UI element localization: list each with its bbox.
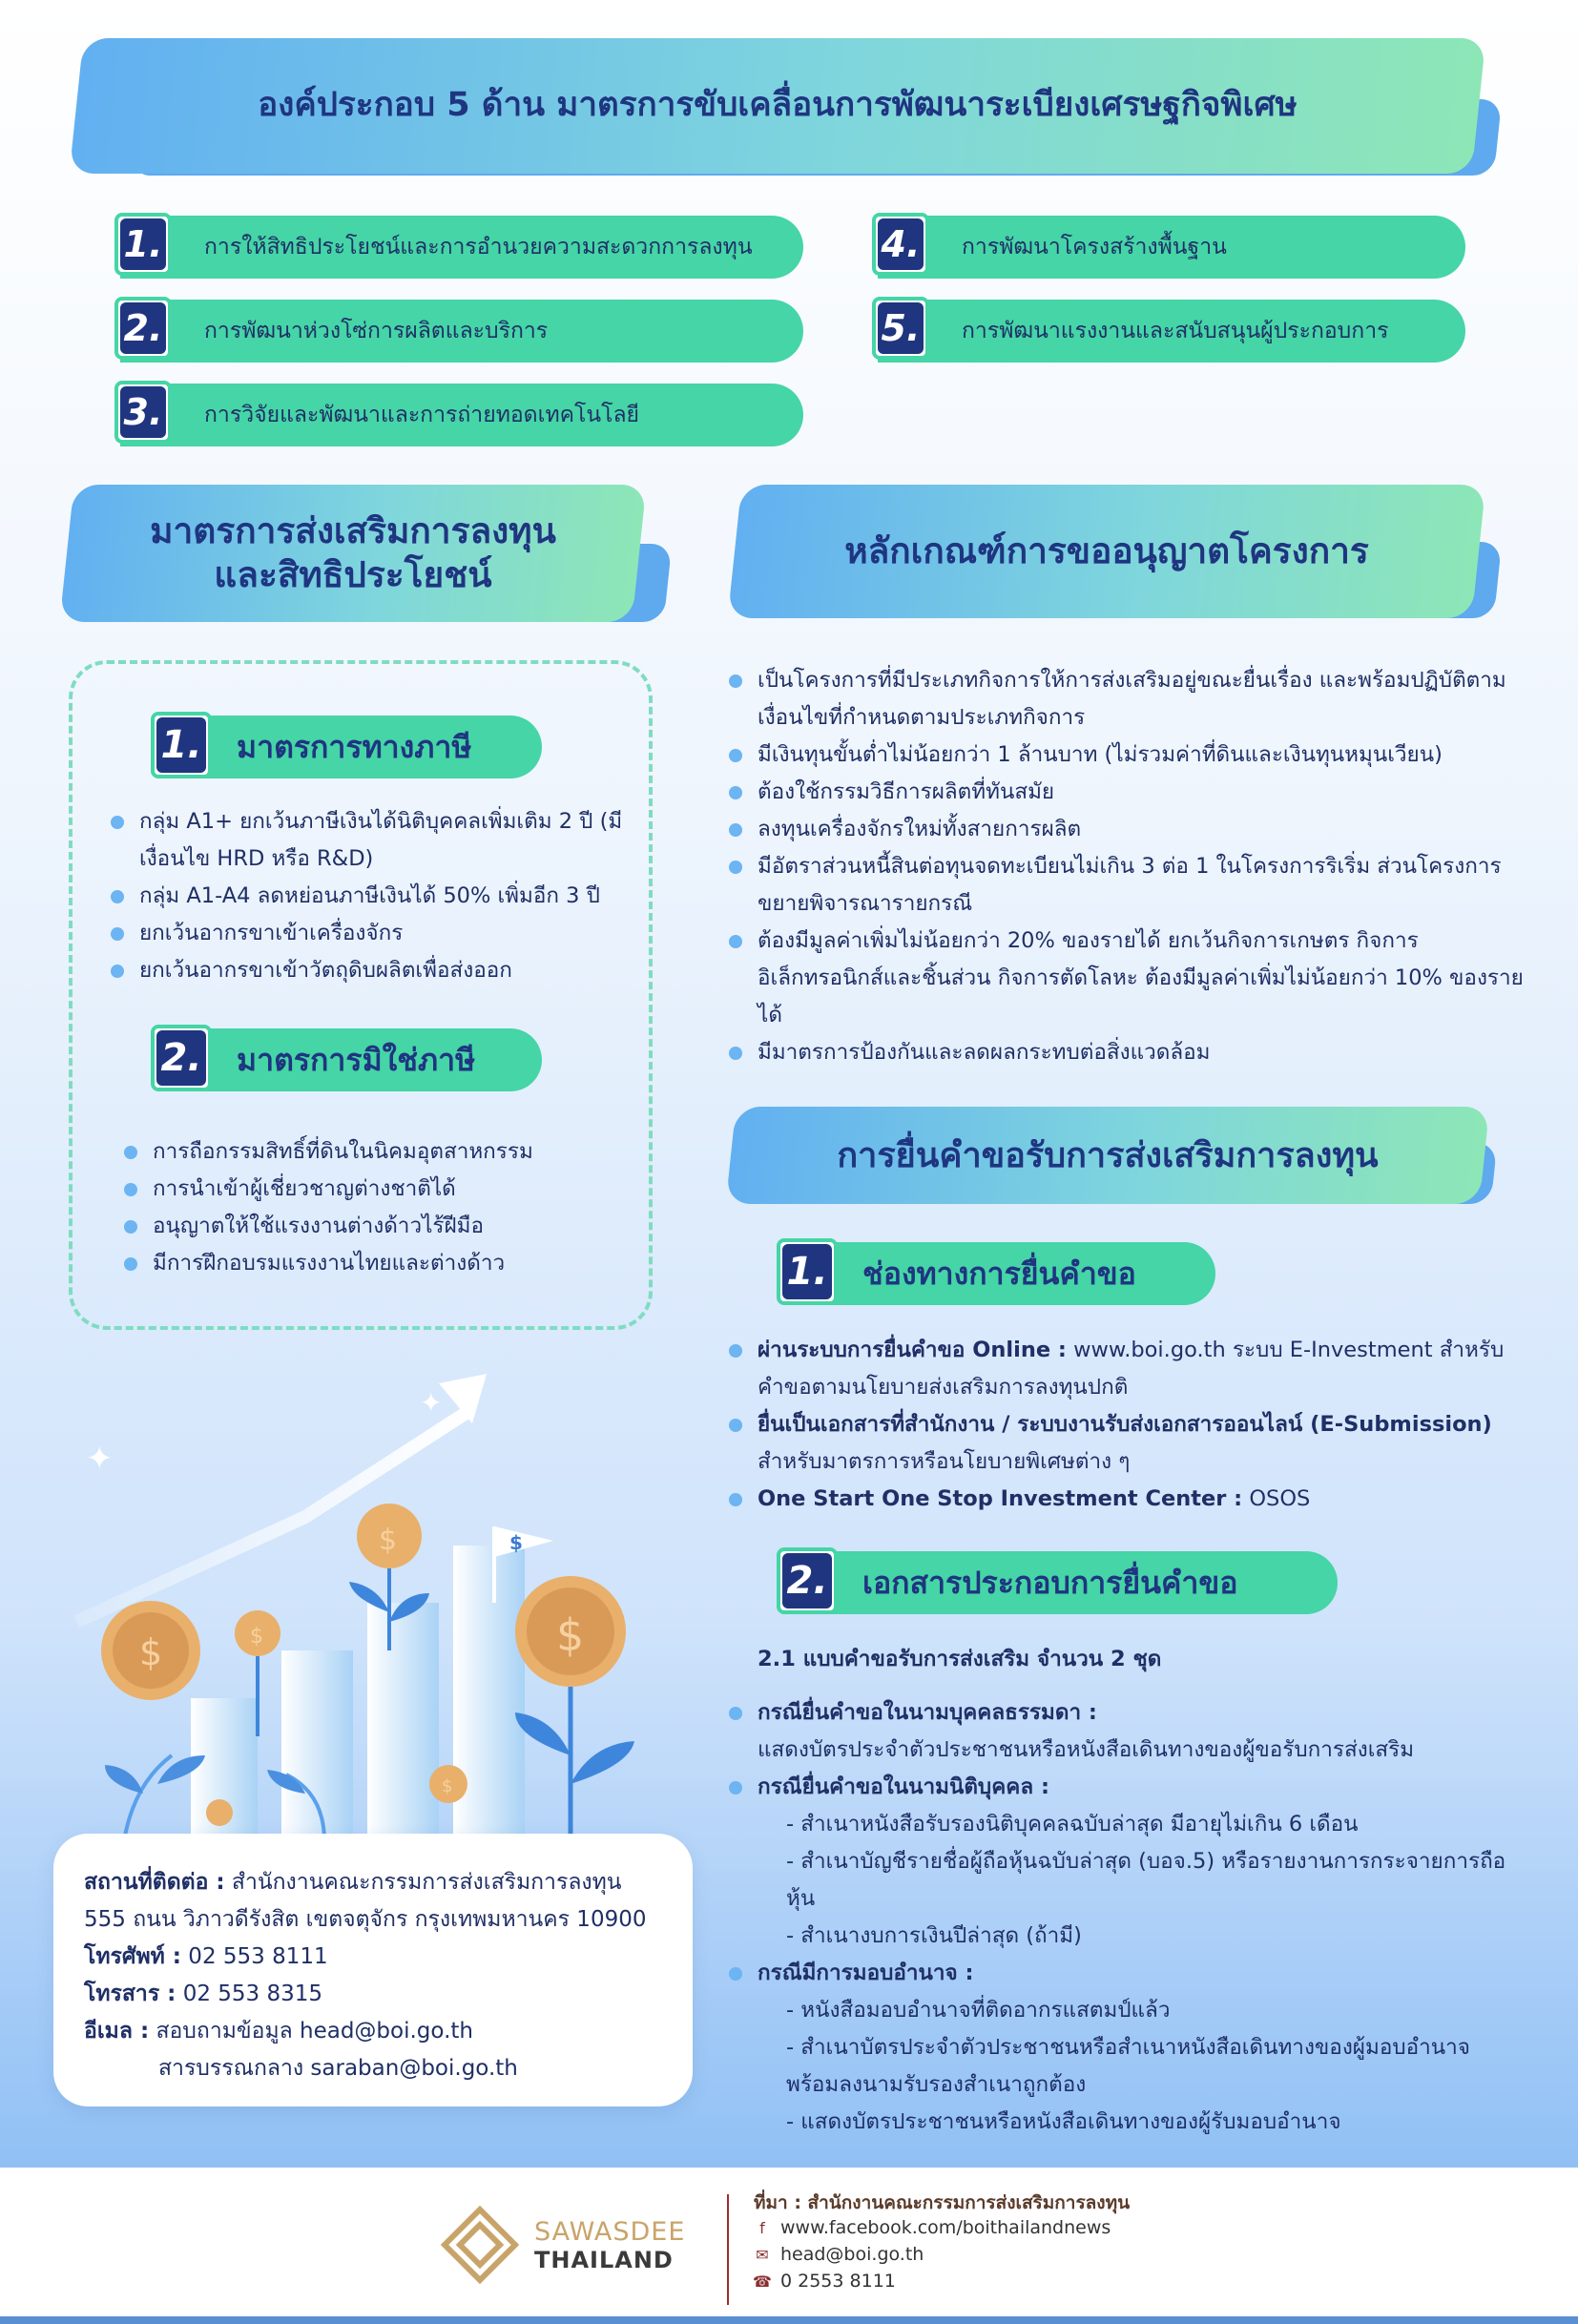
list-item: One Start One Stop Investment Center : OSOS: [729, 1481, 1521, 1518]
footer-divider: [727, 2194, 729, 2305]
contact-email: สอบถามข้อมูล head@boi.go.th: [149, 2019, 473, 2044]
list-item: ยกเว้นอากรขาเข้าเครื่องจักร: [111, 915, 645, 952]
promotion-title-line2: และสิทธิประโยชน์: [214, 554, 492, 595]
nontax-list: [124, 1133, 639, 1282]
svg-text:$: $: [509, 1531, 523, 1554]
nontax-heading: 2. มาตรการมิใช่ภาษี: [158, 1028, 542, 1091]
list-item: ยื่นเป็นเอกสารที่สำนักงาน / ระบบงานรับส่งเอกสารออนไลน์ (E-Submission) สำหรับมาตรการหรือนโยบายพิเศษต่าง ๆ: [729, 1406, 1521, 1481]
list-item: มีการฝึกอบรมแรงงานไทยและต่างด้าว: [124, 1245, 639, 1282]
component-label: การวิจัยและพัฒนาและการถ่ายทอดเทคโนโลยี: [204, 403, 640, 427]
criteria-list: [729, 662, 1525, 1071]
documents-heading: 2. เอกสารประกอบการยื่นคำขอ: [784, 1551, 1338, 1614]
list-item: การนำเข้าผู้เชี่ยวชาญต่างชาติได้: [124, 1171, 639, 1208]
channels-list: [729, 1332, 1521, 1518]
channels-title: ช่องทางการยื่นคำขอ: [862, 1255, 1136, 1292]
svg-text:✦: ✦: [86, 1440, 114, 1478]
list-item: อนุญาตให้ใช้แรงงานต่างด้าวไร้ฝีมือ: [124, 1208, 639, 1245]
list-item: มีมาตรการป้องกันและลดผลกระทบต่อสิ่งแวดล้อม: [729, 1034, 1525, 1071]
brand-line2: THAILAND: [534, 2246, 674, 2273]
sub-item: - สำเนาบัตรประจำตัวประชาชนหรือสำเนาหนังสือเดินทางของผู้มอบอำนาจ พร้อมลงนามรับรองสำเนาถูกต้อง: [786, 2035, 1470, 2097]
growth-illustration: [67, 1336, 658, 1851]
sub-item: - สำเนาหนังสือรับรองนิติบุคคลฉบับล่าสุด มีอายุไม่เกิน 6 เดือน: [786, 1812, 1359, 1836]
sub-item: - สำเนาบัญชีรายชื่อผู้ถือหุ้นฉบับล่าสุด (บอจ.5) หรือรายงานการกระจายการถือหุ้น: [786, 1849, 1506, 1911]
list-item: กลุ่ม A1-A4 ลดหย่อนภาษีเงินได้ 50% เพิ่มอีก 3 ปี: [111, 878, 645, 915]
list-item: กรณียื่นคำขอในนามนิติบุคคล : - สำเนาหนังสือรับรองนิติบุคคลฉบับล่าสุด มีอายุไม่เกิน 6 เดือน - สำเนาบัญชีรายชื่อผู้ถือหุ้นฉบับล่าสุด (บอจ.5) หรือรายงานการกระจายการถือหุ้น - สำเนางบการเงินปีล่าสุด (ถ้ามี): [729, 1769, 1521, 1955]
sawasdee-logo-icon: [439, 2204, 521, 2286]
footer-email[interactable]: ✉ head@boi.go.th: [754, 2244, 924, 2265]
nontax-title: มาตรการมิใช่ภาษี: [237, 1041, 476, 1078]
contact-email-2: สารบรรณกลาง saraban@boi.go.th: [158, 2056, 518, 2081]
documents-list: [729, 1694, 1521, 2141]
list-item: มีอัตราส่วนหนี้สินต่อทุนจดทะเบียนไม่เกิน 3 ต่อ 1 ในโครงการริเริ่ม ส่วนโครงการขยายพิจารณารายกรณี: [729, 848, 1525, 923]
brand-logo: [439, 2204, 685, 2286]
criteria-title: หลักเกณฑ์การขออนุญาตโครงการ: [844, 529, 1369, 571]
list-item: กรณีมีการมอบอำนาจ : - หนังสือมอบอำนาจที่ติดอากรแสตมป์แล้ว - สำเนาบัตรประจำตัวประชาชนหรือสำเนาหนังสือเดินทางของผู้มอบอำนาจ พร้อมลงนามรับรองสำเนาถูกต้อง - แสดงบัตรประชาชนหรือหนังสือเดินทางของผู้รับมอบอำนาจ: [729, 1955, 1521, 2141]
brand-line1: SAWASDEE: [534, 2216, 686, 2247]
svg-text:$: $: [556, 1609, 585, 1661]
component-2: 2. การพัฒนาห่วงโซ่การผลิตและบริการ: [120, 300, 803, 363]
list-item: การถือกรรมสิทธิ์ที่ดินในนิคมอุตสาหกรรม: [124, 1133, 639, 1171]
sub-item: - หนังสือมอบอำนาจที่ติดอากรแสตมป์แล้ว: [786, 1998, 1171, 2023]
tax-heading: 1. มาตรการทางภาษี: [158, 716, 542, 778]
application-banner: [731, 1107, 1485, 1204]
list-item: กลุ่ม A1+ ยกเว้นภาษีเงินได้นิติบุคคลเพิ่มเติม 2 ปี (มีเงื่อนไข HRD หรือ R&D): [111, 803, 645, 878]
svg-text:$: $: [139, 1631, 163, 1673]
list-item: ยกเว้นอากรขาเข้าวัตถุดิบผลิตเพื่อส่งออก: [111, 952, 645, 989]
list-item: ต้องมีมูลค่าเพิ่มไม่น้อยกว่า 20% ของรายได้ ยกเว้นกิจการเกษตร กิจการอิเล็กทรอนิกส์และชิ้นส่วน กิจการตัดโลหะ ต้องมีมูลค่าเพิ่มไม่น้อยกว่า 10% ของรายได้: [729, 923, 1525, 1034]
footer: [0, 2168, 1578, 2324]
list-item: เป็นโครงการที่มีประเภทกิจการให้การส่งเสริมอยู่ขณะยื่นเรื่อง และพร้อมปฏิบัติตามเงื่อนไขที่กำหนดตามประเภทกิจการ: [729, 662, 1525, 737]
component-4: 4. การพัฒนาโครงสร้างพื้นฐาน: [878, 216, 1465, 279]
contact-phone: 02 553 8111: [181, 1944, 328, 1969]
documents-intro: 2.1 แบบคำขอรับการส่งเสริม จำนวน 2 ชุด: [758, 1647, 1162, 1671]
application-title: การยื่นคำขอรับการส่งเสริมการลงทุน: [837, 1135, 1379, 1175]
component-label: การพัฒนาแรงงานและสนับสนุนผู้ประกอบการ: [962, 319, 1389, 343]
contact-box: สถานที่ติดต่อ : สำนักงานคณะกรรมการส่งเสริมการลงทุน 555 ถนน วิภาวดีรังสิต เขตจตุจักร กรุงเทพมหานคร 10900 โทรศัพท์ : 02 553 8111 โทรสาร : 02 553 8315 อีเมล : สอบถามข้อมูล head@boi.go.th สารบรรณกลาง saraban@boi.go.th: [53, 1834, 693, 2106]
tax-title: มาตรการทางภาษี: [237, 728, 472, 765]
svg-text:✦: ✦: [420, 1387, 443, 1419]
svg-text:$: $: [442, 1776, 453, 1796]
svg-text:$: $: [250, 1625, 263, 1649]
mail-icon: ✉: [756, 2245, 769, 2264]
footer-phone[interactable]: ☎ 0 2553 8111: [753, 2271, 896, 2292]
list-item: กรณียื่นคำขอในนามบุคคลธรรมดา : แสดงบัตรประจำตัวประชาชนหรือหนังสือเดินทางของผู้ขอรับการส่งเสริม: [729, 1694, 1521, 1769]
svg-text:$: $: [379, 1524, 398, 1557]
sub-item: - แสดงบัตรประชาชนหรือหนังสือเดินทางของผู้รับมอบอำนาจ: [786, 2109, 1341, 2134]
footer-facebook[interactable]: f www.facebook.com/boithailandnews: [754, 2217, 1111, 2238]
list-item: ผ่านระบบการยื่นคำขอ Online : www.boi.go.th ระบบ E-Investment สำหรับคำขอตามนโยบายส่งเสริมการลงทุนปกติ: [729, 1332, 1521, 1406]
component-3: 3. การวิจัยและพัฒนาและการถ่ายทอดเทคโนโลยี: [120, 384, 803, 446]
promotion-banner: [67, 485, 639, 622]
sub-item: - สำเนางบการเงินปีล่าสุด (ถ้ามี): [786, 1923, 1082, 1948]
list-item: ต้องใช้กรรมวิธีการผลิตที่ทันสมัย: [729, 774, 1525, 811]
main-title: องค์ประกอบ 5 ด้าน มาตรการขับเคลื่อนการพัฒนาระเบียงเศรษฐกิจพิเศษ: [258, 86, 1298, 125]
criteria-banner: [735, 485, 1479, 618]
documents-title: เอกสารประกอบการยื่นคำขอ: [862, 1564, 1238, 1601]
component-label: การพัฒนาโครงสร้างพื้นฐาน: [962, 235, 1227, 259]
phone-icon: ☎: [753, 2272, 772, 2291]
component-1: 1. การให้สิทธิประโยชน์และการอำนวยความสะดวกการลงทุน: [120, 216, 803, 279]
tax-list: [111, 803, 645, 989]
contact-fax: 02 553 8315: [176, 1982, 323, 2006]
contact-address: 555 ถนน วิภาวดีรังสิต เขตจตุจักร กรุงเทพมหานคร 10900: [84, 1907, 647, 1932]
component-label: การพัฒนาห่วงโซ่การผลิตและบริการ: [204, 319, 549, 343]
footer-source: ที่มา : สำนักงานคณะกรรมการส่งเสริมการลงทุน: [754, 2192, 1131, 2213]
list-item: มีเงินทุนขั้นต่ำไม่น้อยกว่า 1 ล้านบาท (ไม่รวมค่าที่ดินและเงินทุนหมุนเวียน): [729, 737, 1525, 774]
facebook-icon: f: [759, 2218, 765, 2237]
promotion-title-line1: มาตรการส่งเสริมการลงทุน: [150, 509, 556, 551]
component-5: 5. การพัฒนาแรงงานและสนับสนุนผู้ประกอบการ: [878, 300, 1465, 363]
channels-heading: 1. ช่องทางการยื่นคำขอ: [784, 1242, 1215, 1305]
component-label: การให้สิทธิประโยชน์และการอำนวยความสะดวกการลงทุน: [204, 235, 753, 259]
main-title-banner: [76, 38, 1479, 174]
list-item: ลงทุนเครื่องจักรใหม่ทั้งสายการผลิต: [729, 811, 1525, 848]
